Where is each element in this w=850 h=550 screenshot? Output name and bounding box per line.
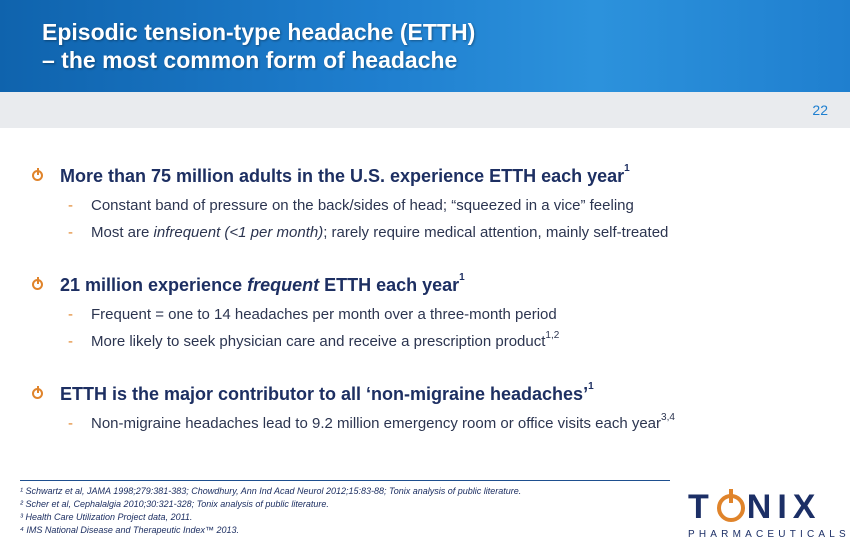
sub-bullet-2-2-text: More likely to seek physician care and receive a prescription product (91, 333, 546, 350)
bullet-2-em: frequent (247, 275, 320, 295)
bullet-1-text: More than 75 million adults in the U.S. experience ETTH each year (60, 166, 625, 186)
bullet-1-sup: 1 (624, 163, 630, 174)
footnote-2: ² Scher et al, Cephalalgia 2010;30:321-328; Tonix analysis of public literature. (20, 499, 329, 509)
bullet-2-pre: 21 million experience (60, 275, 248, 295)
dash-icon: - (68, 415, 73, 432)
dash-icon: - (68, 197, 73, 214)
logo-tagline: PHARMACEUTICALS (688, 529, 850, 540)
subheader-bar (0, 92, 850, 128)
power-bullet-icon (32, 170, 43, 181)
power-o-icon (717, 494, 745, 522)
sub-bullet-1-2-pre: Most are (91, 224, 154, 241)
title-line-1: Episodic tension-type headache (ETTH) (42, 19, 476, 45)
sub-bullet-1-1 (32, 197, 832, 214)
sub-bullet-1-2-post: ; rarely require medical attention, mainly self-treated (323, 224, 669, 241)
bullet-3-sup: 1 (588, 381, 594, 392)
title-line-2: – the most common form of headache (42, 47, 458, 73)
page-number: 22 (812, 102, 828, 118)
sub-bullet-3-1-sup: 3,4 (661, 412, 675, 423)
bullet-2-post: ETTH each year (319, 275, 460, 295)
slide-title (42, 18, 475, 74)
tonix-logo (688, 488, 850, 540)
sub-bullet-2-2 (32, 330, 832, 350)
sub-bullet-2-2-sup: 1,2 (545, 330, 560, 341)
sub-bullet-1-2-em: infrequent (<1 per month) (153, 224, 324, 241)
bullet-2 (32, 272, 832, 296)
power-bullet-icon (32, 279, 43, 290)
sub-bullet-2-1-text: Frequent = one to 14 headaches per month over a three-month period (91, 306, 557, 323)
logo-letter-t: T (688, 488, 715, 526)
logo-wordmark (688, 488, 828, 527)
slide-content (32, 163, 832, 432)
bullet-3 (32, 381, 832, 405)
bullet-2-sup: 1 (459, 272, 465, 283)
bullet-1 (32, 163, 832, 187)
footnote-4: ⁴ IMS National Disease and Therapeutic Index™ 2013. (20, 525, 240, 535)
footnotes (20, 480, 670, 537)
sub-bullet-2-1 (32, 306, 832, 323)
slide-header (0, 0, 850, 92)
bullet-3-text: ETTH is the major contributor to all ‘non-migraine headaches’ (60, 384, 589, 404)
dash-icon: - (68, 224, 73, 241)
dash-icon: - (68, 333, 73, 350)
sub-bullet-1-1-text: Constant band of pressure on the back/sides of head; “squeezed in a vice” feeling (91, 197, 634, 214)
power-bullet-icon (32, 388, 43, 399)
sub-bullet-3-1-text: Non-migraine headaches lead to 9.2 million emergency room or office visits each year (91, 415, 662, 432)
dash-icon: - (68, 306, 73, 323)
logo-letters-nix: NIX (746, 488, 822, 526)
sub-bullet-1-2 (32, 224, 832, 241)
footnote-1: ¹ Schwartz et al, JAMA 1998;279:381-383; Chowdhury, Ann Ind Acad Neurol 2012;15:83-88; Tonix analysis of public literature. (20, 486, 522, 496)
sub-bullet-3-1 (32, 412, 832, 432)
footnote-3: ³ Health Care Utilization Project data, 2011. (20, 512, 193, 522)
